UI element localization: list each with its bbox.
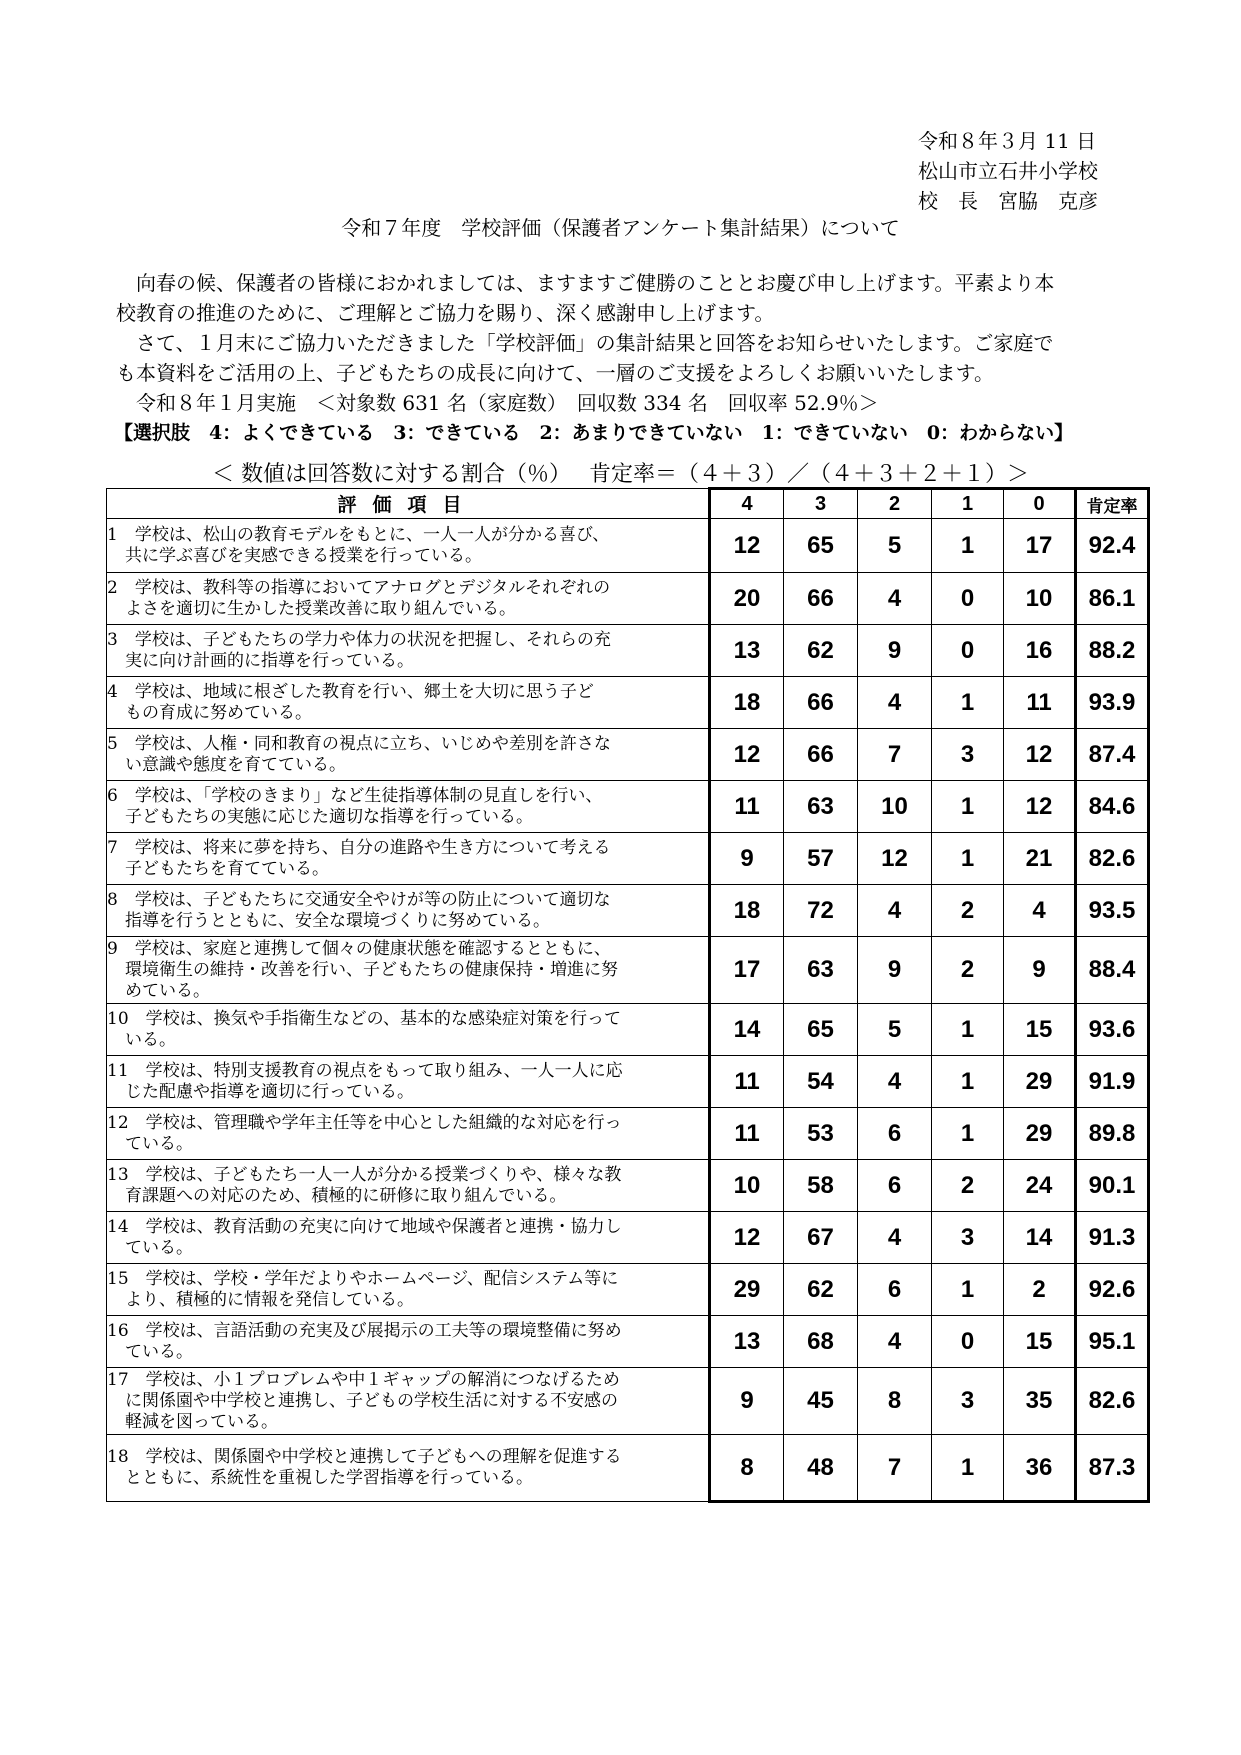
evaluation-item [107, 519, 710, 573]
table-row [107, 519, 1149, 573]
table-row [107, 1160, 1149, 1212]
score-1: 1 [932, 677, 1004, 729]
positive-rate: 82.6 [1076, 833, 1149, 885]
score-0: 29 [1004, 1108, 1076, 1160]
score-0: 29 [1004, 1056, 1076, 1108]
survey-table-body [107, 519, 1149, 1502]
evaluation-item-line: 13 学校は、子どもたち一人一人が分かる授業づくりや、様々な教 [107, 1164, 622, 1185]
score-0: 15 [1004, 1316, 1076, 1368]
score-1: 3 [932, 729, 1004, 781]
score-3: 63 [784, 781, 858, 833]
positive-rate: 82.6 [1076, 1368, 1149, 1435]
evaluation-item-line: ている。 [125, 1341, 193, 1362]
evaluation-item [107, 937, 710, 1004]
score-0: 14 [1004, 1212, 1076, 1264]
issue-date: 令和８年３月 11 日 [918, 129, 1097, 153]
score-1: 1 [932, 1264, 1004, 1316]
score-1: 2 [932, 885, 1004, 937]
table-row [107, 625, 1149, 677]
score-4: 18 [710, 677, 784, 729]
score-4: 12 [710, 729, 784, 781]
score-4: 13 [710, 1316, 784, 1368]
score-0: 12 [1004, 781, 1076, 833]
score-0: 16 [1004, 625, 1076, 677]
evaluation-item-line: 8 学校は、子どもたちに交通安全やけが等の防止について適切な [107, 889, 611, 910]
score-4: 12 [710, 1212, 784, 1264]
positive-rate: 89.8 [1076, 1108, 1149, 1160]
score-0: 9 [1004, 937, 1076, 1004]
score-2: 5 [858, 1004, 932, 1056]
positive-rate: 93.9 [1076, 677, 1149, 729]
score-2: 4 [858, 677, 932, 729]
positive-rate: 90.1 [1076, 1160, 1149, 1212]
score-0: 15 [1004, 1004, 1076, 1056]
evaluation-item [107, 1056, 710, 1108]
survey-table [106, 487, 1150, 1503]
score-2: 9 [858, 625, 932, 677]
document-title: 令和７年度 学校評価（保護者アンケート集計結果）について [341, 216, 900, 240]
header-1: 1 [932, 489, 1004, 519]
score-4: 9 [710, 833, 784, 885]
evaluation-item [107, 1316, 710, 1368]
evaluation-item-line: ている。 [125, 1133, 193, 1154]
score-2: 4 [858, 885, 932, 937]
score-3: 58 [784, 1160, 858, 1212]
header-4: 4 [710, 489, 784, 519]
score-1: 3 [932, 1368, 1004, 1435]
score-4: 11 [710, 1056, 784, 1108]
evaluation-item-line: ている。 [125, 1237, 193, 1258]
table-row [107, 885, 1149, 937]
score-4: 12 [710, 519, 784, 573]
evaluation-item [107, 885, 710, 937]
table-row [107, 1368, 1149, 1435]
evaluation-item-line: 2 学校は、教科等の指導においてアナログとデジタルそれぞれの [107, 577, 611, 598]
table-row [107, 937, 1149, 1004]
intro-p1-line2: 校教育の推進のために、ご理解とご協力を賜り、深く感謝申し上げます。 [116, 301, 775, 325]
score-2: 4 [858, 1212, 932, 1264]
score-2: 5 [858, 519, 932, 573]
evaluation-item-line: 6 学校は、「学校のきまり」など生徒指導体制の見直しを行い、 [107, 785, 603, 806]
score-2: 6 [858, 1264, 932, 1316]
header-rate: 肯定率 [1076, 489, 1149, 519]
evaluation-item [107, 1435, 710, 1502]
score-3: 68 [784, 1316, 858, 1368]
evaluation-item-line: 指導を行うとともに、安全な環境づくりに努めている。 [125, 910, 550, 931]
table-row [107, 833, 1149, 885]
evaluation-item [107, 625, 710, 677]
score-1: 1 [932, 833, 1004, 885]
score-1: 0 [932, 573, 1004, 625]
score-1: 1 [932, 1108, 1004, 1160]
score-2: 9 [858, 937, 932, 1004]
evaluation-item [107, 1212, 710, 1264]
score-1: 2 [932, 937, 1004, 1004]
score-1: 0 [932, 1316, 1004, 1368]
evaluation-item-line: 11 学校は、特別支援教育の視点をもって取り組み、一人一人に応 [107, 1060, 623, 1081]
score-4: 13 [710, 625, 784, 677]
evaluation-item [107, 1368, 710, 1435]
score-1: 3 [932, 1212, 1004, 1264]
evaluation-item-line: 育課題への対応のため、積極的に研修に取り組んでいる。 [125, 1185, 567, 1206]
evaluation-item [107, 677, 710, 729]
table-row [107, 1316, 1149, 1368]
score-3: 62 [784, 625, 858, 677]
score-3: 57 [784, 833, 858, 885]
score-0: 11 [1004, 677, 1076, 729]
positive-rate: 91.9 [1076, 1056, 1149, 1108]
header-2: 2 [858, 489, 932, 519]
score-4: 17 [710, 937, 784, 1004]
score-2: 7 [858, 1435, 932, 1502]
positive-rate: 84.6 [1076, 781, 1149, 833]
score-0: 36 [1004, 1435, 1076, 1502]
score-1: 1 [932, 1004, 1004, 1056]
evaluation-item-line: 12 学校は、管理職や学年主任等を中心とした組織的な対応を行っ [107, 1112, 622, 1133]
evaluation-item-line: 3 学校は、子どもたちの学力や体力の状況を把握し、それらの充 [107, 629, 611, 650]
evaluation-item [107, 781, 710, 833]
score-1: 1 [932, 1056, 1004, 1108]
positive-rate: 93.6 [1076, 1004, 1149, 1056]
evaluation-item-line: 17 学校は、小１プロブレムや中１ギャップの解消につなげるため [107, 1369, 620, 1390]
table-row [107, 1004, 1149, 1056]
choices-legend: 【選択肢 4：よくできている 3：できている 2：あまりできていない 1：できていない 0：わからない】 [114, 422, 1074, 444]
evaluation-item-line: い意識や態度を育てている。 [125, 754, 346, 775]
table-header-row [107, 489, 1149, 519]
table-row [107, 1435, 1149, 1502]
score-2: 4 [858, 573, 932, 625]
score-0: 12 [1004, 729, 1076, 781]
score-3: 66 [784, 573, 858, 625]
score-0: 17 [1004, 519, 1076, 573]
header-3: 3 [784, 489, 858, 519]
evaluation-item-line: 環境衛生の維持・改善を行い、子どもたちの健康保持・増進に努 [125, 959, 618, 980]
score-3: 67 [784, 1212, 858, 1264]
evaluation-item-line: 14 学校は、教育活動の充実に向けて地域や保護者と連携・協力し [107, 1216, 622, 1237]
evaluation-item-line: 子どもたちの実態に応じた適切な指導を行っている。 [125, 806, 533, 827]
score-3: 53 [784, 1108, 858, 1160]
intro-p2-line2: も本資料をご活用の上、子どもたちの成長に向けて、一層のご支援をよろしくお願いいたします。 [116, 361, 994, 385]
score-2: 12 [858, 833, 932, 885]
evaluation-item-line: めている。 [125, 980, 210, 1001]
table-row [107, 781, 1149, 833]
intro-text [116, 268, 1156, 418]
evaluation-item [107, 1264, 710, 1316]
evaluation-item-line: 16 学校は、言語活動の充実及び展掲示の工夫等の環境整備に努め [107, 1320, 622, 1341]
score-2: 7 [858, 729, 932, 781]
evaluation-item [107, 1108, 710, 1160]
score-4: 20 [710, 573, 784, 625]
score-3: 66 [784, 729, 858, 781]
score-2: 8 [858, 1368, 932, 1435]
positive-rate: 87.4 [1076, 729, 1149, 781]
score-0: 35 [1004, 1368, 1076, 1435]
evaluation-item [107, 573, 710, 625]
score-2: 6 [858, 1160, 932, 1212]
evaluation-item-line: 軽減を図っている。 [125, 1411, 278, 1432]
score-1: 1 [932, 781, 1004, 833]
evaluation-item-line: とともに、系統性を重視した学習指導を行っている。 [125, 1468, 533, 1488]
score-4: 11 [710, 1108, 784, 1160]
score-1: 2 [932, 1160, 1004, 1212]
positive-rate: 95.1 [1076, 1316, 1149, 1368]
score-4: 29 [710, 1264, 784, 1316]
evaluation-item-line: いる。 [125, 1029, 176, 1050]
score-2: 4 [858, 1056, 932, 1108]
evaluation-item-line: 共に学ぶ喜びを実感できる授業を行っている。 [125, 545, 482, 566]
score-2: 6 [858, 1108, 932, 1160]
table-row [107, 1264, 1149, 1316]
evaluation-item-line: 1 学校は、松山の教育モデルをもとに、一人一人が分かる喜び、 [107, 524, 610, 545]
evaluation-item-line: 4 学校は、地域に根ざした教育を行い、郷土を大切に思う子ど [107, 681, 594, 702]
formula-note: ＜ 数値は回答数に対する割合（％） 肯定率＝（４＋３）／（４＋３＋２＋１）＞ [212, 462, 1029, 487]
score-0: 10 [1004, 573, 1076, 625]
score-4: 18 [710, 885, 784, 937]
evaluation-item-line: よさを適切に生かした授業改善に取り組んでいる。 [125, 598, 516, 619]
evaluation-item-line: 実に向け計画的に指導を行っている。 [125, 650, 414, 671]
evaluation-item-line: より、積極的に情報を発信している。 [125, 1289, 414, 1310]
score-2: 10 [858, 781, 932, 833]
evaluation-item-line: 10 学校は、換気や手指衛生などの、基本的な感染症対策を行って [107, 1008, 621, 1029]
school-name: 松山市立石井小学校 [918, 159, 1098, 183]
evaluation-item [107, 729, 710, 781]
table-row [107, 729, 1149, 781]
table-row [107, 1056, 1149, 1108]
score-4: 9 [710, 1368, 784, 1435]
score-4: 8 [710, 1435, 784, 1502]
score-3: 48 [784, 1435, 858, 1502]
score-0: 21 [1004, 833, 1076, 885]
table-row [107, 677, 1149, 729]
score-1: 1 [932, 519, 1004, 573]
header-0: 0 [1004, 489, 1076, 519]
score-2: 4 [858, 1316, 932, 1368]
evaluation-item-line: 子どもたちを育てている。 [125, 858, 329, 879]
score-3: 54 [784, 1056, 858, 1108]
positive-rate: 92.6 [1076, 1264, 1149, 1316]
score-4: 11 [710, 781, 784, 833]
positive-rate: 88.2 [1076, 625, 1149, 677]
survey-info: 令和８年１月実施 ＜対象数 631 名（家庭数） 回収数 334 名 回収率 52.9％＞ [136, 391, 879, 415]
evaluation-item-line: 18 学校は、関係園や中学校と連携して子どもへの理解を促進する [107, 1447, 622, 1467]
evaluation-item-line: もの育成に努めている。 [125, 702, 312, 723]
score-4: 14 [710, 1004, 784, 1056]
evaluation-item [107, 1160, 710, 1212]
score-3: 66 [784, 677, 858, 729]
score-3: 72 [784, 885, 858, 937]
positive-rate: 93.5 [1076, 885, 1149, 937]
score-0: 24 [1004, 1160, 1076, 1212]
evaluation-item-line: に関係園や中学校と連携し、子どもの学校生活に対する不安感の [125, 1390, 618, 1411]
evaluation-item-line: 5 学校は、人権・同和教育の視点に立ち、いじめや差別を許さな [107, 733, 611, 754]
evaluation-item-line: 15 学校は、学校・学年だよりやホームページ、配信システム等に [107, 1268, 619, 1289]
evaluation-item-line: 7 学校は、将来に夢を持ち、自分の進路や生き方について考える [107, 837, 611, 858]
evaluation-item-line: 9 学校は、家庭と連携して個々の健康状態を確認するとともに、 [107, 938, 611, 959]
score-0: 2 [1004, 1264, 1076, 1316]
evaluation-item [107, 833, 710, 885]
positive-rate: 87.3 [1076, 1435, 1149, 1502]
table-row [107, 573, 1149, 625]
intro-p1-line1: 向春の候、保護者の皆様におかれましては、ますますご健勝のこととお慶び申し上げます。平素より本 [136, 271, 1055, 295]
score-1: 1 [932, 1435, 1004, 1502]
score-3: 63 [784, 937, 858, 1004]
header-block [918, 126, 1098, 216]
header-item: 評価項目 [107, 489, 710, 519]
positive-rate: 91.3 [1076, 1212, 1149, 1264]
score-3: 62 [784, 1264, 858, 1316]
positive-rate: 86.1 [1076, 573, 1149, 625]
score-4: 10 [710, 1160, 784, 1212]
score-1: 0 [932, 625, 1004, 677]
table-row [107, 1212, 1149, 1264]
principal-name: 校 長 宮脇 克彦 [918, 189, 1098, 213]
evaluation-item [107, 1004, 710, 1056]
table-row [107, 1108, 1149, 1160]
intro-p2-line1: さて、１月末にご協力いただきました「学校評価」の集計結果と回答をお知らせいたします。ご家庭で [136, 331, 1054, 355]
score-0: 4 [1004, 885, 1076, 937]
positive-rate: 92.4 [1076, 519, 1149, 573]
positive-rate: 88.4 [1076, 937, 1149, 1004]
evaluation-item-line: じた配慮や指導を適切に行っている。 [125, 1081, 414, 1102]
score-3: 65 [784, 519, 858, 573]
score-3: 45 [784, 1368, 858, 1435]
score-3: 65 [784, 1004, 858, 1056]
